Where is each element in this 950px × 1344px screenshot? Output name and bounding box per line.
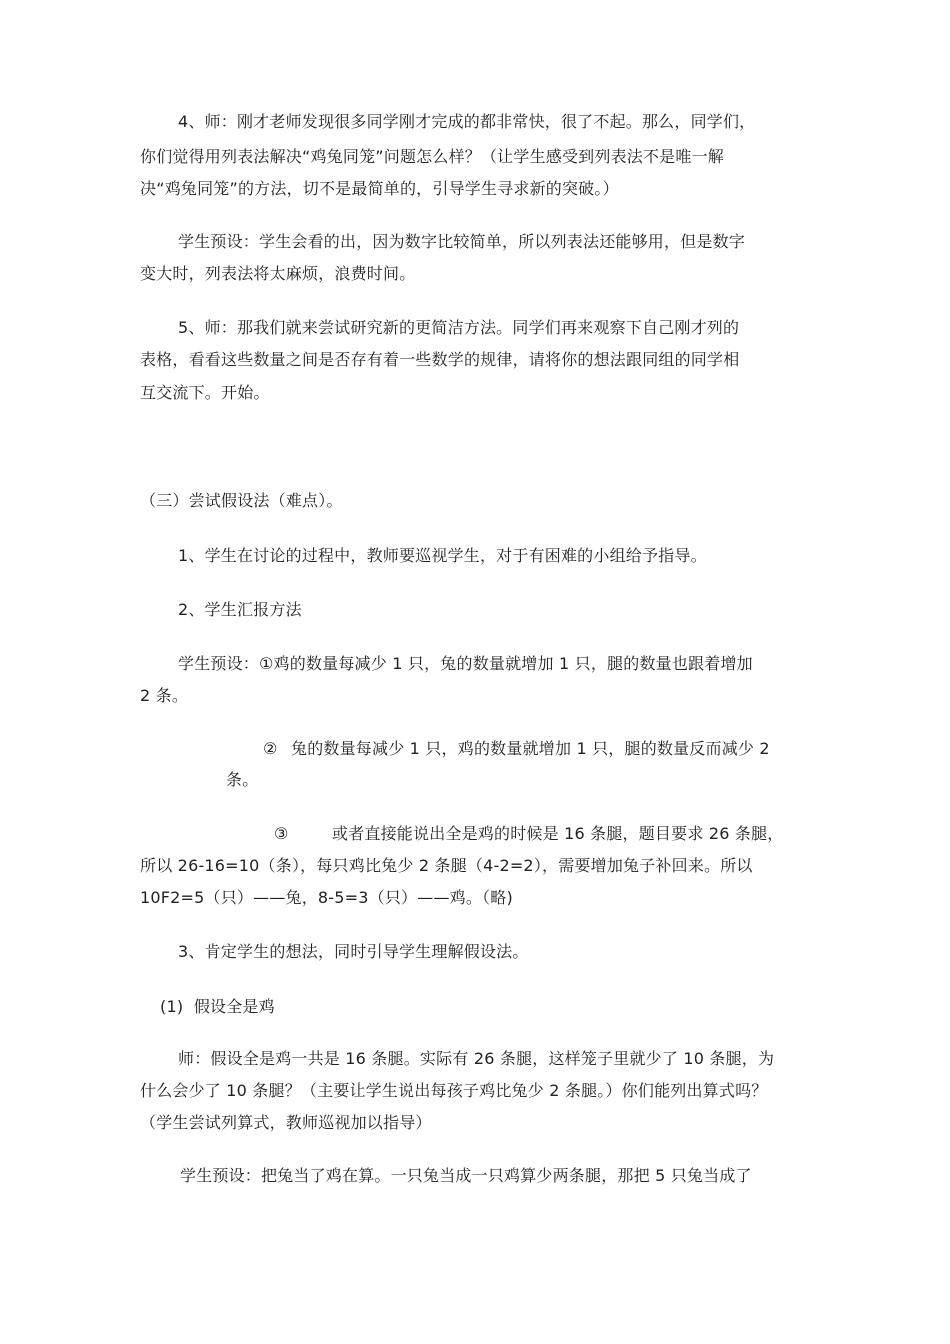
paragraph-line: 师：假设全是鸡一共是 16 条腿。实际有 26 条腿，这样笼子里就少了 10 条腿，为 <box>178 1049 775 1068</box>
paragraph-line: 互交流下。开始。 <box>140 383 270 402</box>
paragraph-line: 5、师：那我们就来尝试研究新的更简洁方法。同学们再来观察下自己刚才列的 <box>178 318 740 337</box>
circled-number-mark: ② <box>263 739 278 758</box>
list-item: 2、学生汇报方法 <box>178 600 302 619</box>
paragraph-line: 10F2=5（只）——兔，8-5=3（只）——鸡。（略) <box>140 888 513 907</box>
paragraph-line: 变大时，列表法将太麻烦，浪费时间。 <box>140 264 416 283</box>
paragraph-line: 4、师：刚才老师发现很多同学刚才完成的都非常快，很了不起。那么，同学们， <box>178 112 756 131</box>
paragraph-line: （学生尝试列算式，教师巡视加以指导） <box>140 1113 432 1132</box>
list-item: 1、学生在讨论的过程中，教师要巡视学生，对于有困难的小组给予指导。 <box>178 546 707 565</box>
paragraph-line: 或者直接能说出全是鸡的时候是 16 条腿，题目要求 26 条腿， <box>332 824 784 843</box>
paragraph-line: 什么会少了 10 条腿？（主要让学生说出每孩子鸡比兔少 2 条腿。）你们能列出算式吗？ <box>140 1081 768 1100</box>
paragraph-line: 学生预设：①鸡的数量每减少 1 只，兔的数量就增加 1 只，腿的数量也跟着增加 <box>178 654 753 673</box>
paragraph-line: 你们觉得用列表法解决“鸡兔同笼”问题怎么样？（让学生感受到列表法不是唯一解 <box>140 147 724 166</box>
paragraph-line: 2 条。 <box>140 686 189 705</box>
list-item: 3、肯定学生的想法，同时引导学生理解假设法。 <box>178 942 529 961</box>
paragraph-line: 所以 26-16=10（条），每只鸡比兔少 2 条腿（4-2=2），需要增加兔子补回来。所以 <box>140 856 753 875</box>
paragraph-line: 学生预设：学生会看的出，因为数字比较简单，所以列表法还能够用，但是数字 <box>178 232 746 251</box>
paragraph-line: 条。 <box>226 770 259 789</box>
paragraph-line: 表格，看看这些数量之间是否存有着一些数学的规律，请将你的想法跟同组的同学相 <box>140 350 740 369</box>
circled-number-mark: ③ <box>274 824 289 843</box>
paragraph-line: 学生预设：把兔当了鸡在算。一只兔当成一只鸡算少两条腿，那把 5 只兔当成了 <box>180 1166 752 1185</box>
paragraph-line: 兔的数量每减少 1 只，鸡的数量就增加 1 只，腿的数量反而减少 2 <box>291 739 770 758</box>
sub-heading: (1) 假设全是鸡 <box>160 997 275 1016</box>
section-heading: （三）尝试假设法（难点）。 <box>140 491 343 510</box>
paragraph-line: 决“鸡兔同笼”的方法，切不是最简单的，引导学生寻求新的突破。） <box>140 179 619 198</box>
